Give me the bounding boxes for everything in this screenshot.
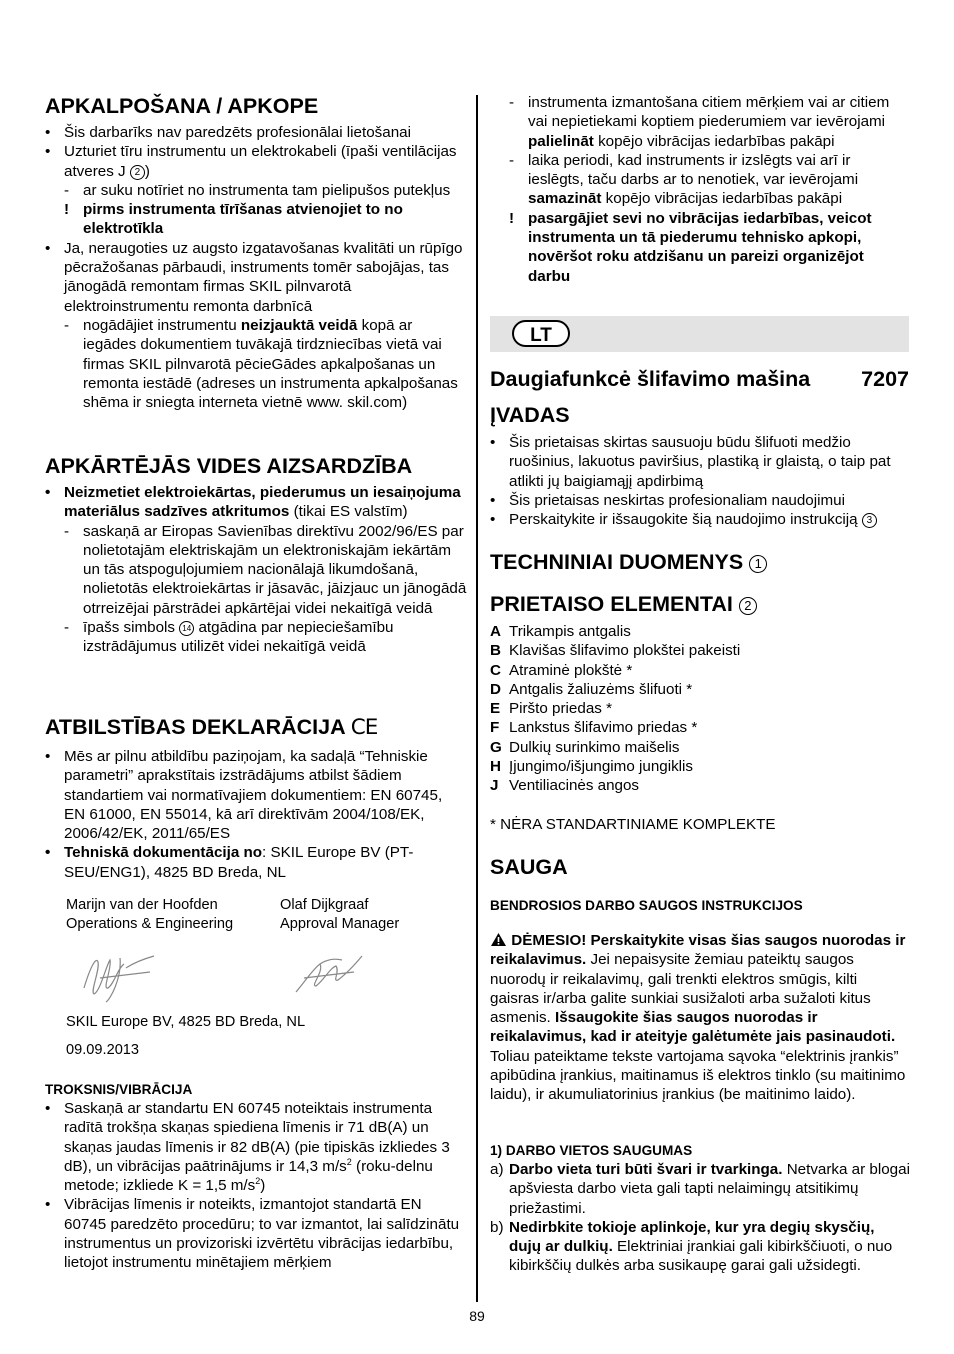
signatory-name: Olaf Dijkgraaf bbox=[280, 897, 369, 913]
section-title-maintenance: APKALPOŠANA / APKOPE bbox=[45, 94, 319, 118]
section-title-environment: APKĀRTĒJĀS VIDES AIZSARDZĪBA bbox=[45, 454, 413, 478]
sub-item: - instrumenta izmantošana citiem mērķiem vai ar citiem vai nepietiekami koptiem piederumiem var ievērojami palielināt kopējo vibrācijas iedarbības pakāpi bbox=[509, 94, 890, 150]
declaration-list bbox=[45, 747, 467, 882]
vibration-notes bbox=[490, 93, 910, 286]
environment-list bbox=[45, 483, 467, 657]
list-item: H Įjungimo/išjungimo jungiklis bbox=[490, 758, 694, 776]
sub-item: - laika periodi, kad instruments ir izslēgts vai arī ir ieslēgts, taču darbs ar to nenotiek, var ievērojami samazināt kopējo vibrācijas iedarbības pakāpi bbox=[509, 151, 859, 208]
list-item: G Dulkių surinkimo maišelis bbox=[490, 738, 680, 756]
signatory-name: Marijn van der Hoofden bbox=[66, 897, 218, 913]
list-item: • Perskaitykite ir išsaugokite šią naudojimo instrukciją 3 bbox=[490, 510, 910, 529]
work-area-list bbox=[490, 1160, 910, 1276]
list-item: B Klavišas šlifavimo plokštei pakeisti bbox=[490, 642, 741, 660]
list-item: • Mēs ar pilnu atbildību paziņojam, ka sadaļā “Tehniskie parametri” aprakstītais izstrādājums atbilst šādiem standartiem vai normatīvajiem dokumentiem: EN 60745, EN 61000, EN 55014, kā arī direktīvām 2004/108/EK, 2006/42/EK, 2011/65/ES bbox=[45, 748, 443, 843]
language-badge: LT bbox=[512, 320, 570, 347]
general-safety-title: BENDROSIOS DARBO SAUGOS INSTRUKCIJOS bbox=[490, 898, 803, 913]
section-title-declaration: ATBILSTĪBAS DEKLARĀCIJA CE bbox=[45, 715, 378, 740]
ref-circle: 2 bbox=[739, 597, 757, 615]
ref-circle: 14 bbox=[179, 621, 194, 636]
signatory-role: Operations & Engineering bbox=[66, 916, 234, 933]
warning-item: ! pirms instrumenta tīrīšanas atvienojiet to no elektrotīkla bbox=[64, 201, 403, 238]
signatory-role: Approval Manager bbox=[280, 916, 400, 933]
signature-1-image bbox=[80, 948, 160, 1004]
signature-2-image bbox=[290, 950, 370, 998]
list-item: • Tehniskā dokumentācija no: SKIL Europe BV (PT-SEU/ENG1), 4825 BD Breda, NL bbox=[45, 844, 414, 881]
sub-item: - īpašs simbols 14 atgādina par nepieciešamību izstrādājumus utilizēt videi nekaitīgā veidā bbox=[64, 619, 394, 656]
warning-item: ! pasargājiet sevi no vibrācijas iedarbības, veicot instrumenta un tā piederumu tehnisko apkopi, novēršot roku atdzišanu un pareizi organizējot darbu bbox=[509, 209, 872, 285]
signatory-2 bbox=[280, 896, 399, 935]
intro-list bbox=[490, 433, 910, 529]
list-item: • Saskaņā ar standartu EN 60745 noteiktais instrumenta radītā trokšņa skaņas spiediena līmenis ir 71 dB(A) un skaņas jaudas līmenis ir 82 dB(A) (pie tipiskās izkliedes 3 dB), un vibrācijas paātrinājums ir 14,3 $m/s^2$ (roku-delnu metode; izkliede K = 1,5 $m/s^2$) bbox=[45, 1100, 450, 1195]
list-item: a) Darbo vieta turi būti švari ir tvarkinga. Netvarka ar blogai apšviesta darbo vieta gali tapti nelaimingų atsitikimų priežastimi. bbox=[490, 1161, 910, 1217]
ref-circle: 2 bbox=[130, 165, 145, 180]
product-title: Daugiafunkcė šlifavimo mašina 7207 bbox=[490, 367, 909, 391]
section-title-intro: ĮVADAS bbox=[490, 403, 570, 427]
elements-list bbox=[490, 622, 910, 796]
section-title-elements: PRIETAISO ELEMENTAI 2 bbox=[490, 591, 757, 617]
list-item: • Ja, neraugoties uz augsto izgatavošanas kvalitāti un rūpīgo pēcražošanas pārbaudi, instruments tomēr sabojājas, tas jānogādā remontam firmas SKIL pilnvarotā elektroinstrumentu remonta darbnīcā bbox=[45, 239, 463, 315]
company-address: SKIL Europe BV, 4825 BD Breda, NL bbox=[66, 1014, 306, 1030]
ref-circle: 1 bbox=[749, 555, 767, 573]
list-item: • Uzturiet tīru instrumentu un elektrokabeli (īpaši ventilācijas atveres J 2 ) bbox=[45, 143, 457, 180]
section-title-noise: TROKSNIS/VIBRĀCIJA bbox=[45, 1082, 193, 1097]
work-area-title: 1) DARBO VIETOS SAUGUMAS bbox=[490, 1143, 693, 1158]
ref-circle: 3 bbox=[862, 513, 877, 528]
list-item: C Atraminė plokštė * bbox=[490, 661, 633, 679]
list-item: A Trikampis antgalis bbox=[490, 623, 631, 640]
list-item: D Antgalis žaliuzėms šlifuoti * bbox=[490, 680, 693, 698]
not-included-note: * NĖRA STANDARTINIAME KOMPLEKTE bbox=[490, 816, 776, 833]
maintenance-list bbox=[45, 123, 467, 412]
list-item: • Šis darbarīks nav paredzēts profesionālai lietošanai bbox=[45, 124, 411, 141]
signatory-1 bbox=[66, 896, 233, 935]
warning-triangle-icon bbox=[490, 932, 507, 947]
column-divider bbox=[476, 95, 478, 1302]
section-title-technical: TECHNINIAI DUOMENYS 1 bbox=[490, 549, 767, 575]
list-item: • Šis prietaisas neskirtas profesionaliam naudojimui bbox=[490, 491, 845, 509]
declaration-date: 09.09.2013 bbox=[66, 1042, 140, 1058]
list-item: J Ventiliacinės angos bbox=[490, 777, 640, 795]
noise-list bbox=[45, 1099, 467, 1273]
sub-item: - nogādājiet instrumentu neizjauktā veidā kopā ar iegādes dokumentiem tuvākajā tirdzniecības vietā vai firmas SKIL pilnvarotā pēcieGādes apkalpošanas un remonta iestādē (adreses un instrumenta apkalpošanas shēma ir sniegta interneta vietnē www. skil.com) bbox=[64, 316, 458, 412]
list-item: E Piršto priedas * bbox=[490, 700, 612, 718]
sub-item: - saskaņā ar Eiropas Savienības direktīvu 2002/96/ES par nolietotajām elektriskajām un elektroniskajām iekārtām un tās atspoguļojumiem nacionālajā likumdošanā, nolietotās elektroiekārtas ir jāsavāc, jāizjauc un jānogādā otrreizējai pārstrādei apkārtējai videi nekaitīgā veidā bbox=[64, 522, 467, 617]
page-number: 89 bbox=[469, 1308, 485, 1324]
list-item: b) Nedirbkite tokioje aplinkoje, kur yra degių skysčių, dujų ar dulkių. Elektriniai įrankiai gali kibirkščiuoti, o nuo kibirkščių dulkės arba susikaupę garai gali užsidegti. bbox=[490, 1218, 893, 1275]
language-bar bbox=[490, 316, 909, 352]
sub-item: - ar suku notīriet no instrumenta tam pielipušos putekļus bbox=[64, 181, 451, 199]
section-title-safety: SAUGA bbox=[490, 855, 568, 879]
list-item: • Šis prietaisas skirtas sausuoju būdu šlifuoti medžio ruošinius, lakuotus paviršius, plastiką ir glaistą, o taip pat atlikti jų baigiamąjį apdirbimą bbox=[490, 434, 891, 490]
ce-mark-icon: CE bbox=[350, 715, 378, 740]
model-number: 7207 bbox=[861, 367, 909, 391]
list-item: F Lankstus šlifavimo priedas * bbox=[490, 719, 698, 737]
list-item: • Vibrācijas līmenis ir noteikts, izmantojot standartā EN 60745 paredzēto procedūru; to var izmantot, lai salīdzinātu instrumentus un provizoriski izvērtētu vibrācijas iedarbību, lietojot instrumentu minētajiem mērķiem bbox=[45, 1196, 460, 1272]
attention-paragraph: DĖMESIO! Perskaitykite visas šias saugos nuorodas ir reikalavimus. Jei nepaisysite žemiau pateiktų saugos nuorodų ir reikalavimų, gali trenkti elektros smūgis, kilti gaisras ir/arba galite sunkiai susižaloti arba sužaloti kitus asmenis. Išsaugokite šias saugos nuorodas ir reikalavimus, kad ir ateityje galėtumėte jais pasinaudoti. Toliau pateiktame tekste vartojama sąvoka “elektrinis įrankis” apibūdina įrankius, maitinamus iš elektros tinklo (su maitinimo laidu), ir akumuliatorinius įrankius (be maitinimo laido). bbox=[490, 932, 906, 1104]
list-item: • Neizmetiet elektroiekārtas, piederumus un iesaiņojuma materiālus sadzīves atkritumos (tikai ES valstīm) bbox=[45, 484, 461, 521]
